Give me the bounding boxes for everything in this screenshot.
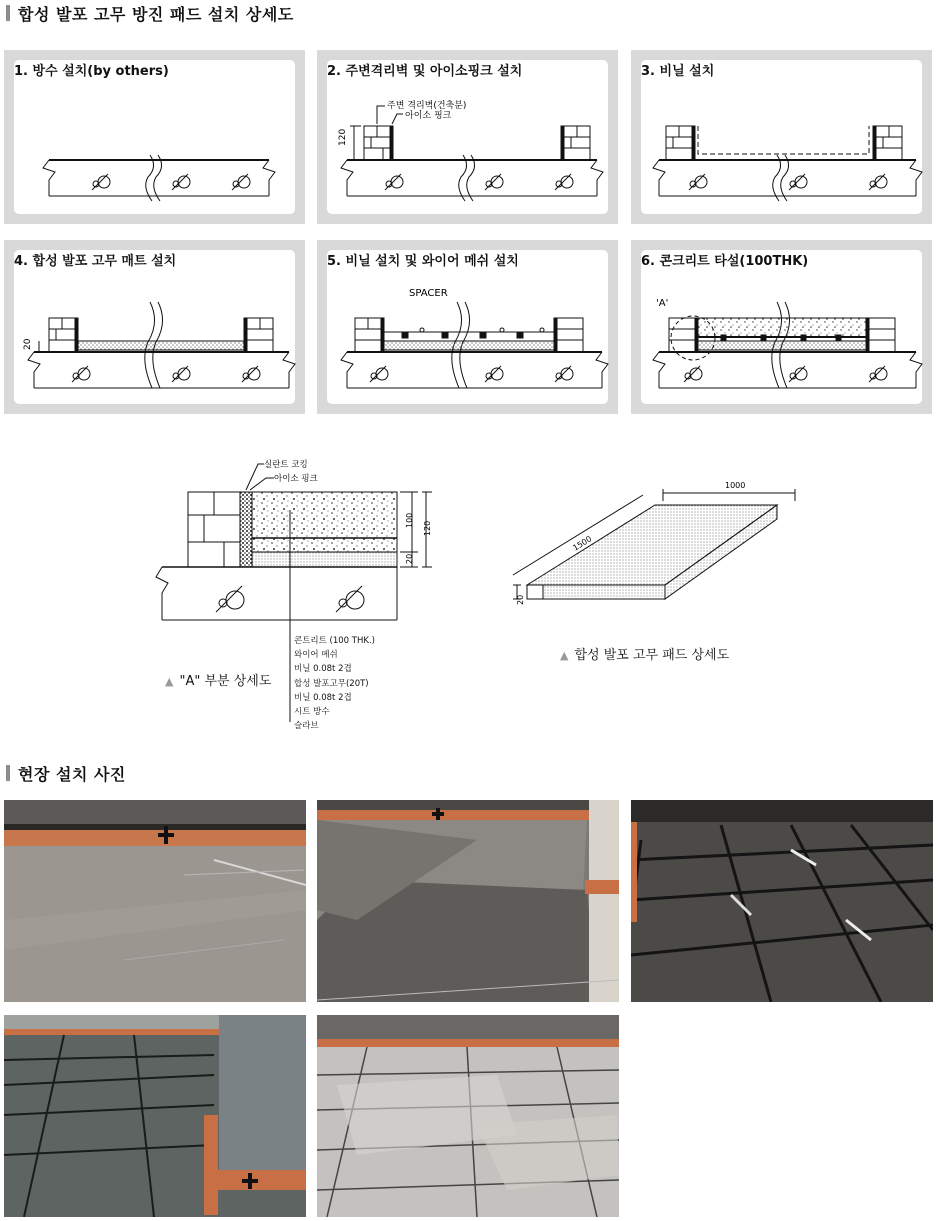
step-6-drawing <box>631 240 932 414</box>
detail-a-caption-text: "A" 부분 상세도 <box>179 674 272 689</box>
page-title: 합성 발포 고무 방진 패드 설치 상세도 <box>18 4 294 24</box>
layer-label: 비닐 0.08t 2겹 <box>294 692 352 703</box>
layer-label: 비닐 0.08t 2겹 <box>294 664 352 675</box>
layer-label: 콘트리트 (100 THK.) <box>294 636 375 646</box>
detail-a-label-isopink: 아이소 핑크 <box>274 474 318 484</box>
layer-label: 와이어 메쉬 <box>294 650 338 661</box>
site-photo-3 <box>631 800 933 1002</box>
layer-label: 시트 방수 <box>294 707 330 718</box>
pad-dim-20: 20 <box>516 594 525 605</box>
step-2-title: 2. 주변격리벽 및 아이소핑크 설치 <box>327 64 523 79</box>
section-title-diagram <box>6 2 294 24</box>
pad-detail-caption-text: 합성 발포 고무 패드 상세도 <box>574 648 730 663</box>
title-marker <box>6 765 10 781</box>
title-marker <box>6 5 10 21</box>
site-photo-2 <box>317 800 619 1002</box>
triangle-icon: ▲ <box>560 649 569 662</box>
step-2-dim: 120 <box>338 128 348 146</box>
step-6-note-a: 'A' <box>656 298 669 309</box>
section-title-photos <box>6 762 126 784</box>
step-4-dim: 20 <box>23 338 33 350</box>
detail-a-layer-list <box>294 634 375 733</box>
pad-dim-1500: 1500 <box>571 534 594 553</box>
step-5-title: 5. 비닐 설치 및 와이어 메쉬 설치 <box>327 254 519 269</box>
step-3-title: 3. 비닐 설치 <box>641 64 715 79</box>
step-4-drawing <box>4 240 305 414</box>
step-panel-1 <box>4 50 305 224</box>
detail-a-caption <box>165 670 271 689</box>
step-2-drawing <box>317 50 618 224</box>
step-panel-3 <box>631 50 932 224</box>
step-2-note-wall: 주변 격리벽(건축분) <box>387 101 467 111</box>
photo-section-title: 현장 설치 사진 <box>18 764 126 784</box>
triangle-icon: ▲ <box>165 675 174 688</box>
layer-label: 슬라브 <box>294 721 319 732</box>
pad-detail-drawing <box>505 475 815 625</box>
site-photo-5 <box>317 1015 619 1217</box>
step-panel-2 <box>317 50 618 224</box>
step-panel-5 <box>317 240 618 414</box>
detail-a-dim-100: 100 <box>405 512 414 528</box>
step-panel-6 <box>631 240 932 414</box>
detail-a-dim-120: 120 <box>423 520 432 536</box>
site-photo-4 <box>4 1015 306 1217</box>
pad-detail-caption <box>560 644 729 663</box>
step-3-drawing <box>631 50 932 224</box>
site-photo-1 <box>4 800 306 1002</box>
step-5-drawing <box>317 240 618 414</box>
step-6-title: 6. 콘크리트 타설(100THK) <box>641 254 809 269</box>
step-1-drawing <box>4 50 305 224</box>
step-4-title: 4. 합성 발포 고무 매트 설치 <box>14 254 177 269</box>
step-2-note-isopink: 아이소 핑크 <box>405 111 452 121</box>
pad-dim-1000: 1000 <box>725 481 746 490</box>
step-panel-4 <box>4 240 305 414</box>
step-1-title: 1. 방수 설치(by others) <box>14 64 169 79</box>
detail-a-dim-20: 20 <box>405 553 414 564</box>
layer-label: 합성 발포고무(20T) <box>294 678 369 689</box>
detail-a-label-sealant: 실란트 코킹 <box>264 460 308 470</box>
step-5-note-spacer: SPACER <box>409 288 448 299</box>
